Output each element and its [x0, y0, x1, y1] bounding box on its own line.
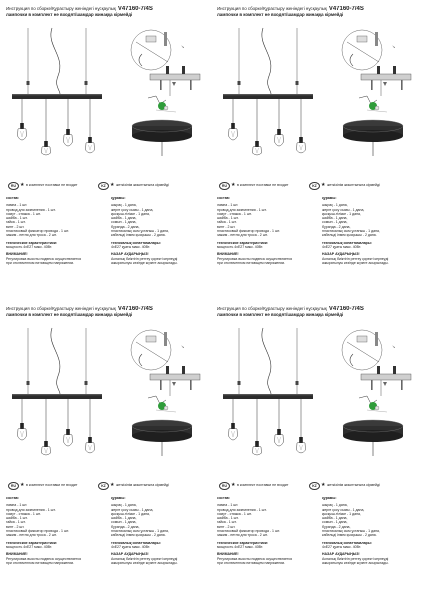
- instruction-header: [217, 306, 422, 317]
- legend-ru-text: в комплект поставки не входит: [26, 183, 78, 187]
- contents-item: провод для заземления - 1 шт.: [217, 507, 267, 512]
- kazakh-text-column: [322, 196, 422, 265]
- star-icon: ★: [20, 182, 25, 188]
- kazakh-text-column: [322, 496, 422, 565]
- mounting-detail-illustration: [317, 326, 422, 458]
- contents-item: қысқыш-тiлiкке - 1 дана,: [111, 511, 150, 516]
- contents-item: хомут - стяжка - 1 шт.: [6, 211, 41, 216]
- svg-text:↘: ↘: [181, 344, 185, 349]
- contents-item: лампа - 1 шт.: [6, 203, 28, 208]
- instruction-copy: [6, 6, 211, 294]
- contents-item: бұранда - 2 дана,: [111, 224, 140, 229]
- contents-item: шайба - 1 дана,: [322, 516, 348, 521]
- contents-item: шырақ - 1 дана,: [111, 503, 137, 508]
- contents-title: состав:: [217, 196, 230, 200]
- header-subtitle: лампочки в комплект не входят/шамдар жинаққа кiрмейдi: [217, 12, 344, 18]
- warning-title: НАЗАР АУДАРЫҢЫЗ!: [322, 552, 360, 557]
- mounting-bracket-detail: [150, 66, 200, 96]
- bulb-icon: [64, 129, 73, 146]
- specs-value: 4xE27 қуаты макс. 40Вт.: [111, 244, 151, 249]
- specs-value: 4xE27 қуаты макс. 40Вт.: [322, 544, 362, 549]
- contents-item: шайба - 1 дана,: [322, 216, 348, 221]
- contents-item: сомын - 1 дана,: [111, 520, 137, 525]
- kz-badge: KZ: [309, 182, 320, 190]
- ceiling-bracket-detail: [342, 30, 395, 70]
- ru-badge: RU: [219, 482, 230, 490]
- model-number: V47160-7/4S: [328, 6, 364, 12]
- mounting-bracket-detail: [150, 366, 200, 396]
- contents-item: кабельдi iлмек қысқышы - 2 дана.: [322, 533, 377, 538]
- specs-title: техникалық сипаттамалары:: [111, 240, 161, 245]
- contents-item: сомын - 1 дана,: [322, 520, 348, 525]
- contents-item: винт - 2 шт.: [217, 524, 236, 529]
- legend-kz-text: жеткiзiлiм жиынтығына кiрмейдi: [327, 483, 380, 487]
- kazakh-text-column: [111, 196, 211, 265]
- header-title: Инструкция по сборке/Құрастыру женiндегi нұсқаулық: [6, 306, 116, 311]
- instruction-header: [6, 306, 211, 317]
- instruction-copy: [217, 6, 422, 294]
- contents-item: гайка - 1 шт.: [6, 520, 26, 525]
- ceiling-bracket-detail: [131, 330, 184, 370]
- instruction-header: [6, 6, 211, 17]
- bulb-icon: [18, 423, 27, 440]
- contents-item: пластиковый фиксатор провода - 1 шт.: [217, 229, 280, 234]
- contents-item: винт - 2 шт.: [6, 524, 25, 529]
- russian-text-column: [217, 496, 317, 565]
- contents-item: кабельдi iлмек қысқышы - 2 дана.: [111, 233, 166, 238]
- ru-badge: RU: [8, 182, 19, 190]
- specs-value: 4xE27 қуаты макс. 40Вт.: [322, 244, 362, 249]
- canopy-detail: [132, 120, 192, 156]
- warning-text: Регулировка высоты подвеса осуществляется: [6, 556, 82, 561]
- contents-item: жерге қосу сымы - 1 дана,: [111, 507, 154, 512]
- specs-title: технические характеристики:: [6, 240, 58, 245]
- contents-item: кабельдi iлмек қысқышы - 2 дана.: [111, 533, 166, 538]
- warning-text: Аспалық биiктiгiн реттеу қоректi кернеудi: [322, 256, 389, 261]
- bulb-icon: [42, 141, 51, 155]
- legend-ru-text: в комплект поставки не входит: [237, 483, 289, 487]
- warning-text: при отключенном питающем напряжении.: [217, 260, 286, 265]
- specs-title: техникалық сипаттамалары:: [322, 240, 372, 245]
- header-title: Инструкция по сборке/Құрастыру женiндегi нұсқаулық: [217, 306, 327, 311]
- kz-badge: KZ: [98, 482, 109, 490]
- model-number: V47160-7/4S: [117, 6, 153, 12]
- star-icon: ★: [20, 482, 25, 488]
- contents-item: бұранда - 2 дана,: [111, 524, 140, 529]
- kazakh-text-column: [111, 496, 211, 565]
- legend-row: [6, 182, 211, 192]
- pendant-lamp-illustration: [217, 326, 317, 456]
- contents-item: лампа - 1 шт.: [6, 503, 28, 508]
- contents-item: шайба - 1 дана,: [111, 516, 137, 521]
- warning-title: ВНИМАНИЕ!: [6, 552, 28, 557]
- ru-badge: RU: [8, 482, 19, 490]
- contents-title: состав:: [6, 496, 19, 500]
- star-icon: ★: [110, 482, 115, 488]
- bulb-icon: [229, 123, 238, 140]
- warning-text: ажыратылуы кезiнде жүзеге асырылады.: [111, 260, 178, 265]
- warning-text: Регулировка высоты подвеса осуществляется: [6, 256, 82, 261]
- svg-text:↘: ↘: [392, 44, 396, 49]
- contents-item: жерге қосу сымы - 1 дана,: [322, 507, 365, 512]
- contents-item: зажим - петля для троса - 2 шт.: [6, 233, 57, 238]
- contents-item: хомут - стяжка - 1 шт.: [217, 511, 252, 516]
- canopy-detail: [132, 420, 192, 456]
- specs-value: 4xE27 қуаты макс. 40Вт.: [111, 544, 151, 549]
- kz-badge: KZ: [98, 182, 109, 190]
- ceiling-bracket-detail: [131, 30, 184, 70]
- contents-item: пластиковый фиксатор провода - 1 шт.: [217, 529, 280, 534]
- mounting-bracket-detail: [361, 366, 411, 396]
- contents-title: құрамы:: [111, 196, 126, 200]
- contents-item: шырақ - 1 дана,: [322, 503, 348, 508]
- legend-kz-text: жеткiзiлiм жиынтығына кiрмейдi: [116, 183, 169, 187]
- contents-item: пластикалық сым ұстағыш - 1 дана,: [322, 229, 380, 234]
- contents-item: винт - 2 шт.: [217, 224, 236, 229]
- header-subtitle: лампочки в комплект не входят/шамдар жинаққа кiрмейдi: [6, 12, 133, 18]
- legend-ru-text: в комплект поставки не входит: [237, 183, 289, 187]
- bulb-icon: [275, 429, 284, 446]
- wiring-detail: [148, 396, 176, 412]
- warning-title: НАЗАР АУДАРЫҢЫЗ!: [322, 252, 360, 257]
- header-title: Инструкция по сборке/Құрастыру женiндегi нұсқаулық: [217, 6, 327, 11]
- contents-item: қысқыш-тiлiкке - 1 дана,: [322, 211, 361, 216]
- contents-item: жерге қосу сымы - 1 дана,: [111, 207, 154, 212]
- contents-item: хомут - стяжка - 1 шт.: [6, 511, 41, 516]
- specs-value: мощность 4xE27 макс. 40Вт.: [217, 544, 264, 549]
- warning-text: ажыратылуы кезiнде жүзеге асырылады.: [322, 260, 389, 265]
- contents-item: провод для заземления - 1 шт.: [6, 507, 56, 512]
- contents-item: шайба - 1 шт.: [217, 216, 239, 221]
- star-icon: ★: [321, 182, 326, 188]
- mounting-detail-illustration: [106, 26, 211, 158]
- contents-item: шайба - 1 шт.: [6, 516, 28, 521]
- star-icon: ★: [321, 482, 326, 488]
- contents-item: хомут - стяжка - 1 шт.: [217, 211, 252, 216]
- contents-item: кабельдi iлмек қысқышы - 2 дана.: [322, 233, 377, 238]
- warning-text: Регулировка высоты подвеса осуществляется: [217, 256, 293, 261]
- contents-item: қысқыш-тiлiкке - 1 дана,: [111, 211, 150, 216]
- contents-item: провод для заземления - 1 шт.: [217, 207, 267, 212]
- ceiling-bracket-detail: [342, 330, 395, 370]
- warning-title: НАЗАР АУДАРЫҢЫЗ!: [111, 252, 149, 257]
- contents-item: шырақ - 1 дана,: [111, 203, 137, 208]
- wiring-detail: [148, 96, 176, 112]
- canopy-detail: [343, 420, 403, 456]
- warning-title: ВНИМАНИЕ!: [217, 252, 239, 257]
- contents-item: пластиковый фиксатор провода - 1 шт.: [6, 229, 69, 234]
- warning-text: при отключенном питающем напряжении.: [217, 560, 286, 565]
- header-subtitle: лампочки в комплект не входят/шамдар жинаққа кiрмейдi: [217, 312, 344, 318]
- model-number: V47160-7/4S: [117, 306, 153, 312]
- specs-title: техникалық сипаттамалары:: [322, 540, 372, 545]
- legend-kz-text: жеткiзiлiм жиынтығына кiрмейдi: [116, 483, 169, 487]
- bulb-icon: [253, 441, 262, 455]
- specs-value: мощность 4xE27 макс. 40Вт.: [217, 244, 264, 249]
- legend-row: [6, 482, 211, 492]
- bulb-icon: [18, 123, 27, 140]
- specs-title: технические характеристики:: [6, 540, 58, 545]
- contents-item: гайка - 1 шт.: [6, 220, 26, 225]
- specs-title: технические характеристики:: [217, 240, 269, 245]
- warning-title: ВНИМАНИЕ!: [6, 252, 28, 257]
- specs-title: техникалық сипаттамалары:: [111, 540, 161, 545]
- contents-item: шайба - 1 дана,: [111, 216, 137, 221]
- model-number: V47160-7/4S: [328, 306, 364, 312]
- contents-item: провод для заземления - 1 шт.: [6, 207, 56, 212]
- contents-item: зажим - петля для троса - 2 шт.: [217, 233, 268, 238]
- star-icon: ★: [110, 182, 115, 188]
- instruction-copy: [6, 306, 211, 594]
- star-icon: ★: [231, 182, 236, 188]
- legend-row: [217, 482, 422, 492]
- contents-item: сомын - 1 дана,: [322, 220, 348, 225]
- wiring-detail: [359, 96, 387, 112]
- bulb-icon: [42, 441, 51, 455]
- warning-text: Аспалық биiктiгiн реттеу қоректi кернеудi: [111, 556, 178, 561]
- specs-title: технические характеристики:: [217, 540, 269, 545]
- instruction-header: [217, 6, 422, 17]
- warning-text: ажыратылуы кезiнде жүзеге асырылады.: [322, 560, 389, 565]
- instruction-copy: [217, 306, 422, 594]
- contents-item: гайка - 1 шт.: [217, 520, 237, 525]
- bulb-icon: [253, 141, 262, 155]
- contents-item: гайка - 1 шт.: [217, 220, 237, 225]
- header-title: Инструкция по сборке/Құрастыру женiндегi нұсқаулық: [6, 6, 116, 11]
- contents-item: лампа - 1 шт.: [217, 203, 239, 208]
- bulb-icon: [64, 429, 73, 446]
- warning-text: Аспалық биiктiгiн реттеу қоректi кернеудi: [322, 556, 389, 561]
- mounting-detail-illustration: [106, 326, 211, 458]
- contents-item: лампа - 1 шт.: [217, 503, 239, 508]
- legend-ru-text: в комплект поставки не входит: [26, 483, 78, 487]
- contents-item: сомын - 1 дана,: [111, 220, 137, 225]
- canopy-detail: [343, 120, 403, 156]
- specs-value: мощность 4xE27 макс. 40Вт.: [6, 544, 53, 549]
- mounting-bracket-detail: [361, 66, 411, 96]
- contents-title: состав:: [6, 196, 19, 200]
- header-subtitle: лампочки в комплект не входят/шамдар жинаққа кiрмейдi: [6, 312, 133, 318]
- contents-item: шайба - 1 шт.: [217, 516, 239, 521]
- pendant-lamp-illustration: [6, 326, 106, 456]
- pendant-lamp-illustration: [217, 26, 317, 156]
- russian-text-column: [6, 196, 106, 265]
- wiring-detail: [359, 396, 387, 412]
- warning-title: НАЗАР АУДАРЫҢЫЗ!: [111, 552, 149, 557]
- contents-item: қысқыш-тiлiкке - 1 дана,: [322, 511, 361, 516]
- star-icon: ★: [231, 482, 236, 488]
- legend-row: [217, 182, 422, 192]
- contents-item: шайба - 1 шт.: [6, 216, 28, 221]
- warning-text: Регулировка высоты подвеса осуществляется: [217, 556, 293, 561]
- contents-title: құрамы:: [111, 496, 126, 500]
- contents-item: бұранда - 2 дана,: [322, 524, 351, 529]
- contents-item: пластикалық сым ұстағыш - 1 дана,: [111, 229, 169, 234]
- contents-item: зажим - петля для троса - 2 шт.: [217, 533, 268, 538]
- contents-item: шырақ - 1 дана,: [322, 203, 348, 208]
- warning-text: при отключенном питающем напряжении.: [6, 260, 75, 265]
- svg-text:↘: ↘: [392, 344, 396, 349]
- pendant-lamp-illustration: [6, 26, 106, 156]
- bulb-icon: [229, 423, 238, 440]
- svg-text:↘: ↘: [181, 44, 185, 49]
- contents-title: құрамы:: [322, 496, 337, 500]
- warning-title: ВНИМАНИЕ!: [217, 552, 239, 557]
- kz-badge: KZ: [309, 482, 320, 490]
- mounting-detail-illustration: [317, 26, 422, 158]
- contents-title: құрамы:: [322, 196, 337, 200]
- contents-item: пластикалық сым ұстағыш - 1 дана,: [111, 529, 169, 534]
- contents-title: состав:: [217, 496, 230, 500]
- russian-text-column: [6, 496, 106, 565]
- russian-text-column: [217, 196, 317, 265]
- legend-kz-text: жеткiзiлiм жиынтығына кiрмейдi: [327, 183, 380, 187]
- contents-item: пластиковый фиксатор провода - 1 шт.: [6, 529, 69, 534]
- contents-item: бұранда - 2 дана,: [322, 224, 351, 229]
- warning-text: ажыратылуы кезiнде жүзеге асырылады.: [111, 560, 178, 565]
- contents-item: пластикалық сым ұстағыш - 1 дана,: [322, 529, 380, 534]
- bulb-icon: [275, 129, 284, 146]
- contents-item: зажим - петля для троса - 2 шт.: [6, 533, 57, 538]
- specs-value: мощность 4xE27 макс. 40Вт.: [6, 244, 53, 249]
- ru-badge: RU: [219, 182, 230, 190]
- bulb-icon: [297, 137, 306, 153]
- contents-item: жерге қосу сымы - 1 дана,: [322, 207, 365, 212]
- warning-text: при отключенном питающем напряжении.: [6, 560, 75, 565]
- bulb-icon: [86, 437, 95, 453]
- bulb-icon: [297, 437, 306, 453]
- warning-text: Аспалық биiктiгiн реттеу қоректi кернеудi: [111, 256, 178, 261]
- contents-item: винт - 2 шт.: [6, 224, 25, 229]
- bulb-icon: [86, 137, 95, 153]
